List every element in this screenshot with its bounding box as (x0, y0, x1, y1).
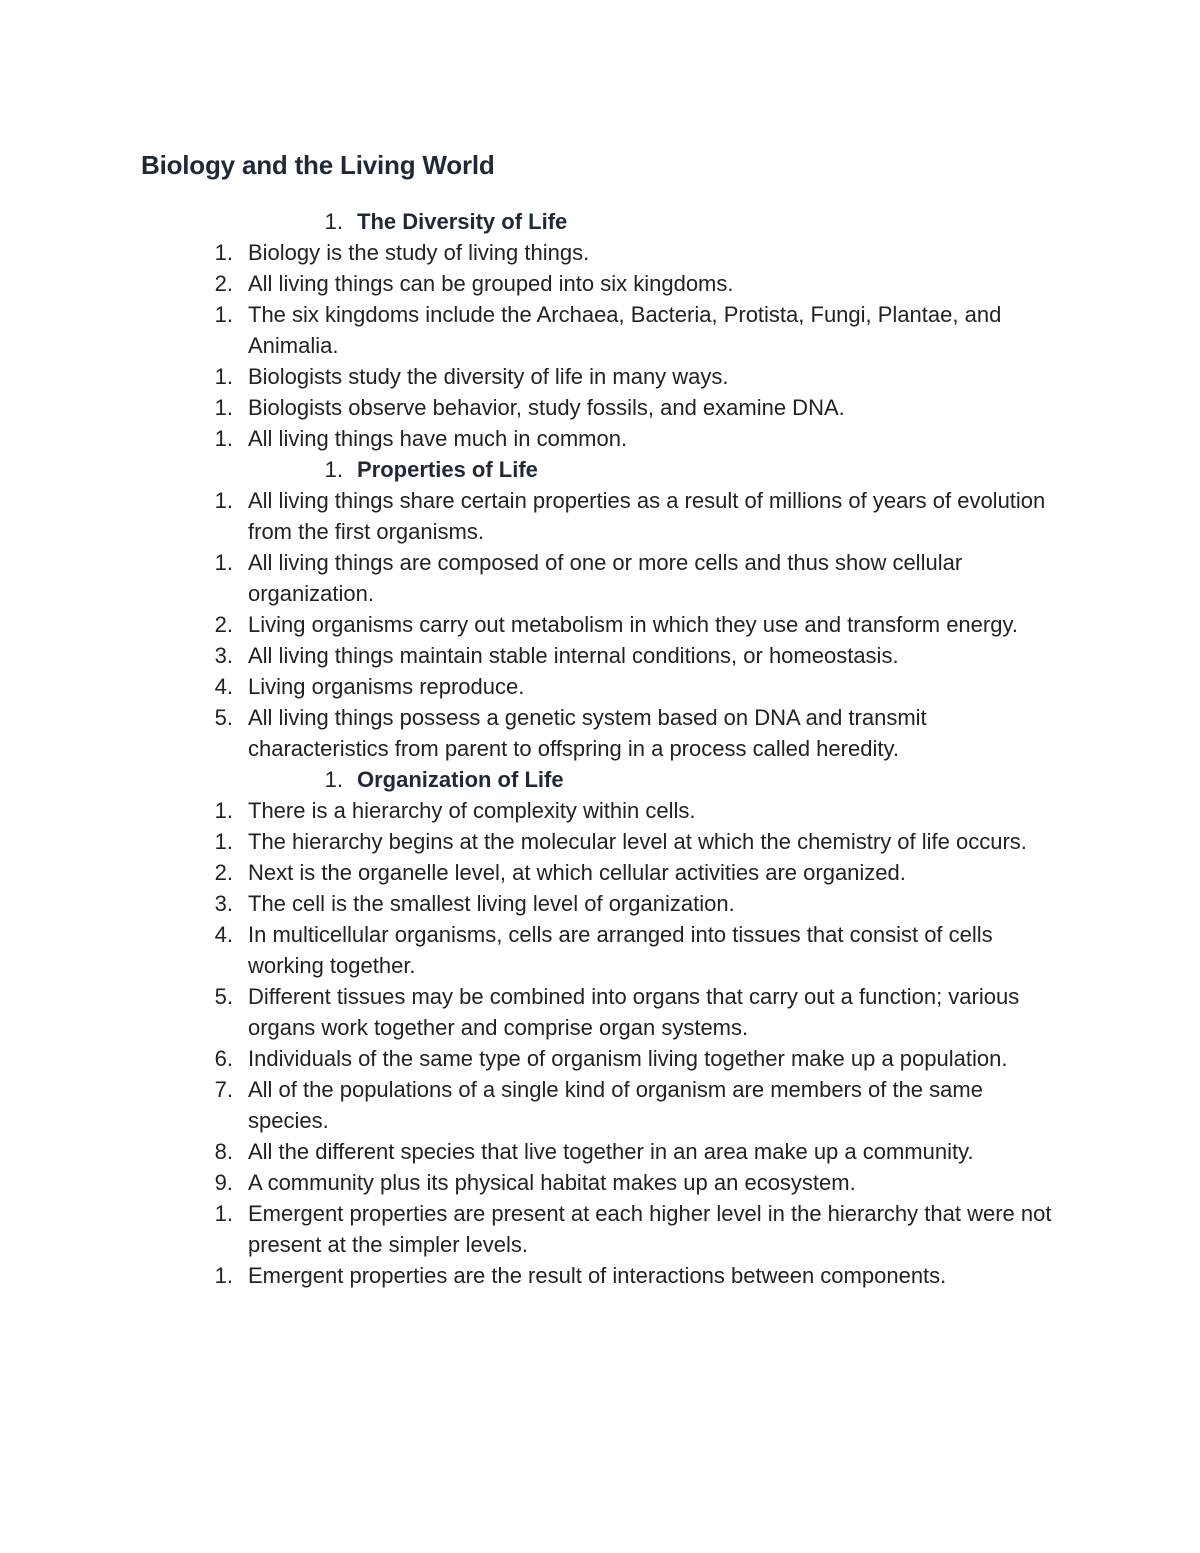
list-item-text: Living organisms reproduce. (248, 674, 525, 699)
section-heading-text: Organization of Life (357, 767, 564, 792)
list-item-text: Biologists study the diversity of life in many ways. (248, 364, 729, 389)
list-item (0, 1167, 1200, 1198)
list-item-text: Emergent properties are present at each higher level in the hierarchy that were not present at the simpler levels. (248, 1201, 1052, 1257)
list-item-text: Different tissues may be combined into organs that carry out a function; various organs work together and comprise organ systems. (248, 984, 1020, 1040)
list-item-number: 1. (214, 798, 233, 823)
list-item-number: 1. (214, 426, 233, 451)
list-item (0, 1260, 1200, 1291)
list-item (0, 795, 1200, 826)
list-item-text: There is a hierarchy of complexity within cells. (248, 798, 696, 823)
section-heading (0, 454, 1200, 485)
list-item-text: The six kingdoms include the Archaea, Bacteria, Protista, Fungi, Plantae, and Animalia. (248, 302, 1002, 358)
list-item (0, 888, 1200, 919)
list-item-text: All living things maintain stable internal conditions, or homeostasis. (248, 643, 899, 668)
list-item-text: In multicellular organisms, cells are arranged into tissues that consist of cells working together. (248, 922, 993, 978)
list-item (0, 268, 1200, 299)
list-item-text: A community plus its physical habitat makes up an ecosystem. (248, 1170, 856, 1195)
list-item-number: 2. (214, 860, 233, 885)
list-item-text: All living things have much in common. (248, 426, 628, 451)
list-item (0, 1074, 1200, 1136)
list-item-text: All living things possess a genetic system based on DNA and transmit characteristics from parent to offspring in a process called heredity. (248, 705, 927, 761)
section-heading-text: Properties of Life (357, 457, 538, 482)
list-item (0, 857, 1200, 888)
list-item-text: Living organisms carry out metabolism in which they use and transform energy. (248, 612, 1018, 637)
list-item-text: Biology is the study of living things. (248, 240, 590, 265)
list-item (0, 1043, 1200, 1074)
list-item-number: 3. (214, 643, 233, 668)
list-item-number: 5. (214, 705, 233, 730)
list-item-text: Biologists observe behavior, study fossils, and examine DNA. (248, 395, 845, 420)
list-item-number: 1. (214, 240, 233, 265)
list-item (0, 826, 1200, 857)
list-item-number: 1. (214, 829, 233, 854)
list-item-text: All the different species that live together in an area make up a community. (248, 1139, 974, 1164)
section-heading (0, 206, 1200, 237)
list-item (0, 299, 1200, 361)
list-item-text: Emergent properties are the result of interactions between components. (248, 1263, 947, 1288)
list-item-number: 1. (324, 767, 343, 792)
list-item-number: 9. (214, 1170, 233, 1195)
section-heading (0, 764, 1200, 795)
list-item-text: All living things can be grouped into six kingdoms. (248, 271, 734, 296)
list-item (0, 423, 1200, 454)
list-item-number: 5. (214, 984, 233, 1009)
outline-list (0, 206, 1200, 1291)
list-item (0, 1198, 1200, 1260)
list-item-number: 1. (324, 457, 343, 482)
list-item-text: The cell is the smallest living level of organization. (248, 891, 735, 916)
list-item-text: All living things share certain properties as a result of millions of years of evolution from the first organisms. (248, 488, 1046, 544)
list-item (0, 671, 1200, 702)
list-item (0, 981, 1200, 1043)
list-item-number: 3. (214, 891, 233, 916)
list-item-text: All living things are composed of one or more cells and thus show cellular organization. (248, 550, 963, 606)
list-item-number: 1. (214, 1263, 233, 1288)
list-item-number: 7. (214, 1077, 233, 1102)
list-item-text: All of the populations of a single kind of organism are members of the same species. (248, 1077, 983, 1133)
list-item (0, 1136, 1200, 1167)
list-item-text: Next is the organelle level, at which cellular activities are organized. (248, 860, 906, 885)
list-item-number: 1. (214, 395, 233, 420)
list-item-number: 1. (214, 1201, 233, 1226)
list-item-number: 1. (214, 488, 233, 513)
list-item (0, 702, 1200, 764)
section-heading-text: The Diversity of Life (357, 209, 568, 234)
list-item (0, 485, 1200, 547)
list-item (0, 361, 1200, 392)
list-item-number: 6. (214, 1046, 233, 1071)
list-item-text: The hierarchy begins at the molecular level at which the chemistry of life occurs. (248, 829, 1027, 854)
document-title: Biology and the Living World (141, 150, 495, 180)
list-item-number: 2. (214, 271, 233, 296)
list-item-text: Individuals of the same type of organism living together make up a population. (248, 1046, 1008, 1071)
list-item-number: 1. (214, 302, 233, 327)
list-item-number: 1. (324, 209, 343, 234)
list-item-number: 1. (214, 364, 233, 389)
list-item (0, 237, 1200, 268)
list-item (0, 919, 1200, 981)
list-item (0, 640, 1200, 671)
list-item (0, 609, 1200, 640)
list-item-number: 4. (214, 674, 233, 699)
list-item-number: 8. (214, 1139, 233, 1164)
list-item-number: 2. (214, 612, 233, 637)
list-item-number: 1. (214, 550, 233, 575)
list-item-number: 4. (214, 922, 233, 947)
list-item (0, 547, 1200, 609)
list-item (0, 392, 1200, 423)
